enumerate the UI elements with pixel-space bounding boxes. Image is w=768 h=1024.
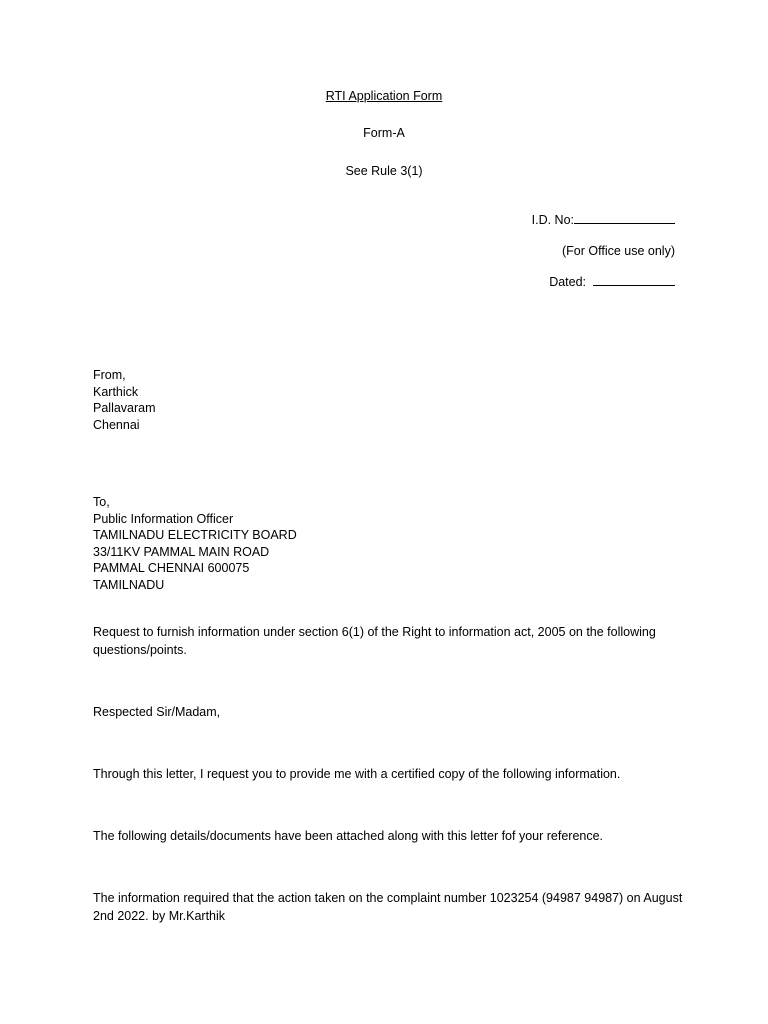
form-label: Form-A [363, 126, 405, 140]
body-paragraph-2: The following details/documents have been attached along with this letter fof your reference. [93, 829, 604, 843]
id-number-label: I.D. No: [531, 213, 574, 227]
recipient-designation: Public Information Officer [93, 511, 234, 526]
body-paragraph-1: Through this letter, I request you to provide me with a certified copy of the following information. [93, 767, 621, 781]
id-number-field [532, 212, 675, 229]
recipient-state: TAMILNADU [93, 577, 165, 592]
sender-locality: Pallavaram [93, 401, 156, 415]
request-subject: Request to furnish information under section 6(1) of the Right to information act, 2005 on the following questions/points. [93, 625, 656, 657]
sender-city: Chennai [93, 417, 140, 432]
sender-address [93, 367, 156, 433]
rule-reference: See Rule 3(1) [345, 164, 423, 178]
id-number-blank [574, 212, 675, 224]
salutation: Respected Sir/Madam, [93, 705, 221, 719]
form-title: RTI Application Form [325, 89, 443, 103]
recipient-organization: TAMILNADU ELECTRICITY BOARD [93, 528, 297, 542]
recipient-street: 33/11KV PAMMAL MAIN ROAD [93, 544, 270, 559]
dated-blank [593, 274, 675, 286]
from-label: From, [93, 368, 126, 382]
recipient-city: PAMMAL CHENNAI 600075 [93, 561, 250, 575]
office-use-note: (For Office use only) [561, 244, 675, 258]
to-label: To, [93, 495, 110, 509]
recipient-address [93, 494, 297, 593]
dated-label: Dated: [549, 275, 587, 289]
body-paragraph-3: The information required that the action taken on the complaint number 1023254 (94987 94987) on August 2nd 2022. by Mr.Karthik [93, 891, 683, 923]
sender-name: Karthick [93, 384, 139, 399]
dated-field [549, 274, 675, 291]
